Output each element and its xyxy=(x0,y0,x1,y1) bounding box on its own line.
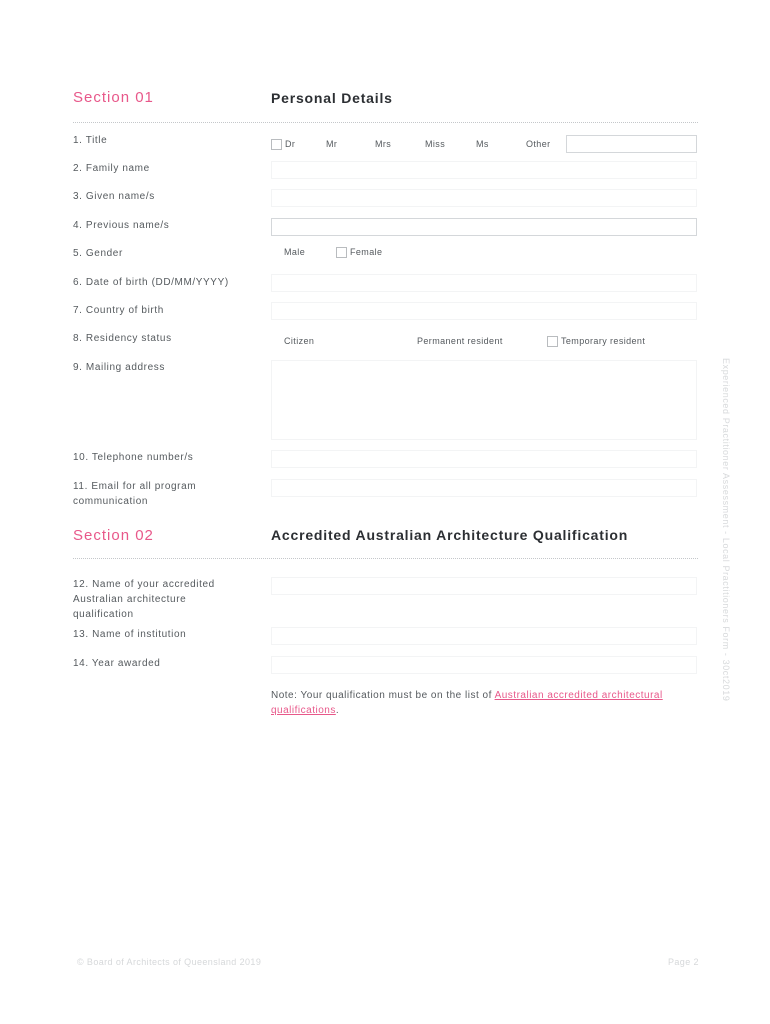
residency-permanent-label[interactable]: Permanent resident xyxy=(417,336,503,346)
title-mrs-label[interactable]: Mrs xyxy=(375,139,392,149)
question-given-names: 3. Given name/s xyxy=(73,191,155,202)
institution-input[interactable] xyxy=(271,627,697,645)
section-02-title: Accredited Australian Architecture Qualification xyxy=(271,527,629,543)
question-gender: 5. Gender xyxy=(73,248,123,259)
residency-temporary-checkbox[interactable] xyxy=(547,336,558,347)
qualification-note xyxy=(271,688,691,718)
title-other-label[interactable]: Other xyxy=(526,139,551,149)
question-date-of-birth: 6. Date of birth (DD/MM/YYYY) xyxy=(73,277,229,288)
section-01-label: Section 01 xyxy=(73,89,154,106)
section-01-title: Personal Details xyxy=(271,90,393,106)
section-01-divider xyxy=(73,122,698,123)
footer-copyright: © Board of Architects of Queensland 2019 xyxy=(77,957,262,967)
question-mailing-address: 9. Mailing address xyxy=(73,362,165,373)
country-of-birth-input[interactable] xyxy=(271,302,697,320)
question-year-awarded: 14. Year awarded xyxy=(73,658,161,669)
question-residency-status: 8. Residency status xyxy=(73,333,172,344)
question-country-of-birth: 7. Country of birth xyxy=(73,305,164,316)
title-other-input[interactable] xyxy=(566,135,697,153)
gender-female-checkbox[interactable] xyxy=(336,247,347,258)
residency-temporary-label: Temporary resident xyxy=(561,336,646,346)
section-02-divider xyxy=(73,558,698,559)
qualifications-list-link[interactable]: Australian accredited architectural qualifications xyxy=(271,690,663,716)
year-awarded-input[interactable] xyxy=(271,656,697,674)
telephone-input[interactable] xyxy=(271,450,697,468)
title-dr-checkbox[interactable] xyxy=(271,139,282,150)
question-telephone: 10. Telephone number/s xyxy=(73,452,194,463)
date-of-birth-input[interactable] xyxy=(271,274,697,292)
title-dr-label: Dr xyxy=(285,139,296,149)
question-family-name: 2. Family name xyxy=(73,163,150,174)
section-02-label: Section 02 xyxy=(73,527,154,544)
question-previous-names: 4. Previous name/s xyxy=(73,220,170,231)
title-ms-label[interactable]: Ms xyxy=(476,139,489,149)
title-mr-label[interactable]: Mr xyxy=(326,139,338,149)
gender-male-label[interactable]: Male xyxy=(284,247,306,257)
title-miss-label[interactable]: Miss xyxy=(425,139,446,149)
footer-page-number: Page 2 xyxy=(668,957,699,967)
residency-citizen-label[interactable]: Citizen xyxy=(284,336,315,346)
given-names-input[interactable] xyxy=(271,189,697,207)
form-side-label: Experienced Practitioner Assessment - Local Practitioners Form - 30ct2019 xyxy=(721,358,731,702)
family-name-input[interactable] xyxy=(271,161,697,179)
question-email: 11. Email for all program communication xyxy=(73,481,197,507)
note-prefix: Note: Your qualification must be on the list of xyxy=(271,690,495,701)
email-input[interactable] xyxy=(271,479,697,497)
mailing-address-input[interactable] xyxy=(271,360,697,440)
question-institution: 13. Name of institution xyxy=(73,629,187,640)
note-suffix: . xyxy=(335,705,340,716)
question-title: 1. Title xyxy=(73,135,108,146)
gender-female-label: Female xyxy=(350,247,383,257)
question-qualification-name: 12. Name of your accredited Australian architecture qualification xyxy=(73,579,215,620)
previous-names-input[interactable] xyxy=(271,218,697,236)
qualification-name-input[interactable] xyxy=(271,577,697,595)
